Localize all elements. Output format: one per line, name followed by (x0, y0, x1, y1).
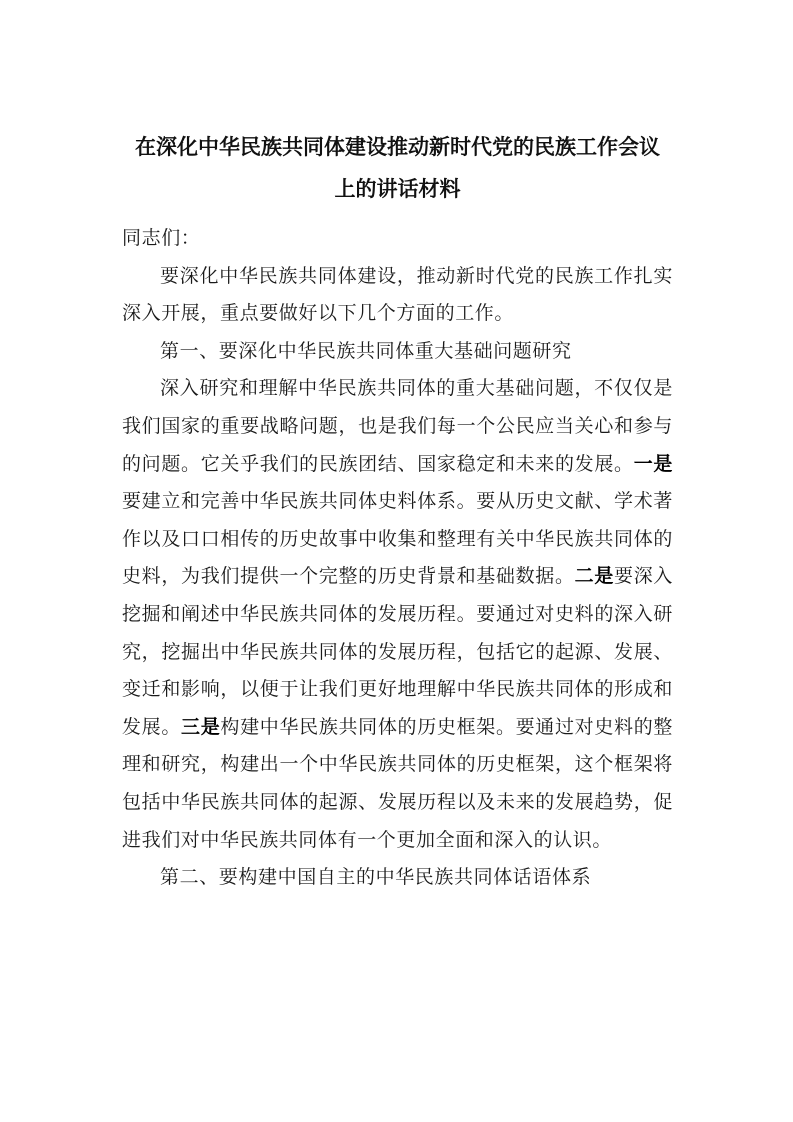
section-1-text-b: 要建立和完善中华民族共同体史料体系。要从历史文献、学术著作以及口口相传的历史故事中收集和整理有关中华民族共同体的史料，为我们提供一个完整的历史背景和基础数据。 (122, 490, 673, 588)
marker-three: 三是 (181, 715, 221, 738)
salutation: 同志们： (122, 227, 201, 249)
title-line-2: 上的讲话材料 (334, 177, 461, 201)
document-title (122, 0, 673, 210)
title-line-1: 在深化中华民族共同体建设推动新时代党的民族工作会议 (135, 135, 660, 159)
section-1-text-c: 要深入挖掘和阐述中华民族共同体的发展历程。要通过对史料的深入研究，挖掘出中华民族共同体的发展历程，包括它的起源、发展、变迁和影响，以便于让我们更好地理解中华民族共同体的形成和发展。 (122, 565, 673, 738)
marker-two: 二是 (574, 565, 615, 588)
section-2-heading: 第二、要构建中国自主的中华民族共同体话语体系 (160, 866, 592, 889)
section-1-text-d: 构建中华民族共同体的历史框架。要通过对史料的整理和研究，构建出一个中华民族共同体的历史框架，这个框架将包括中华民族共同体的起源、发展历程以及未来的发展趋势，促进我们对中华民族共同体有一个更加全面和深入的认识。 (122, 715, 673, 851)
section-1-text-a: 深入研究和理解中华民族共同体的重大基础问题，不仅仅是我们国家的重要战略问题，也是我们每一个公民应当关心和参与的问题。它关乎我们的民族团结、国家稳定和未来的发展。 (122, 377, 673, 475)
intro-paragraph: 要深化中华民族共同体建设，推动新时代党的民族工作扎实深入开展，重点要做好以下几个方面的工作。 (122, 264, 673, 325)
section-1-heading: 第一、要深化中华民族共同体重大基础问题研究 (160, 339, 572, 362)
section-1-paragraph (122, 370, 673, 859)
marker-one: 一是 (633, 452, 674, 475)
document-body (122, 220, 673, 897)
